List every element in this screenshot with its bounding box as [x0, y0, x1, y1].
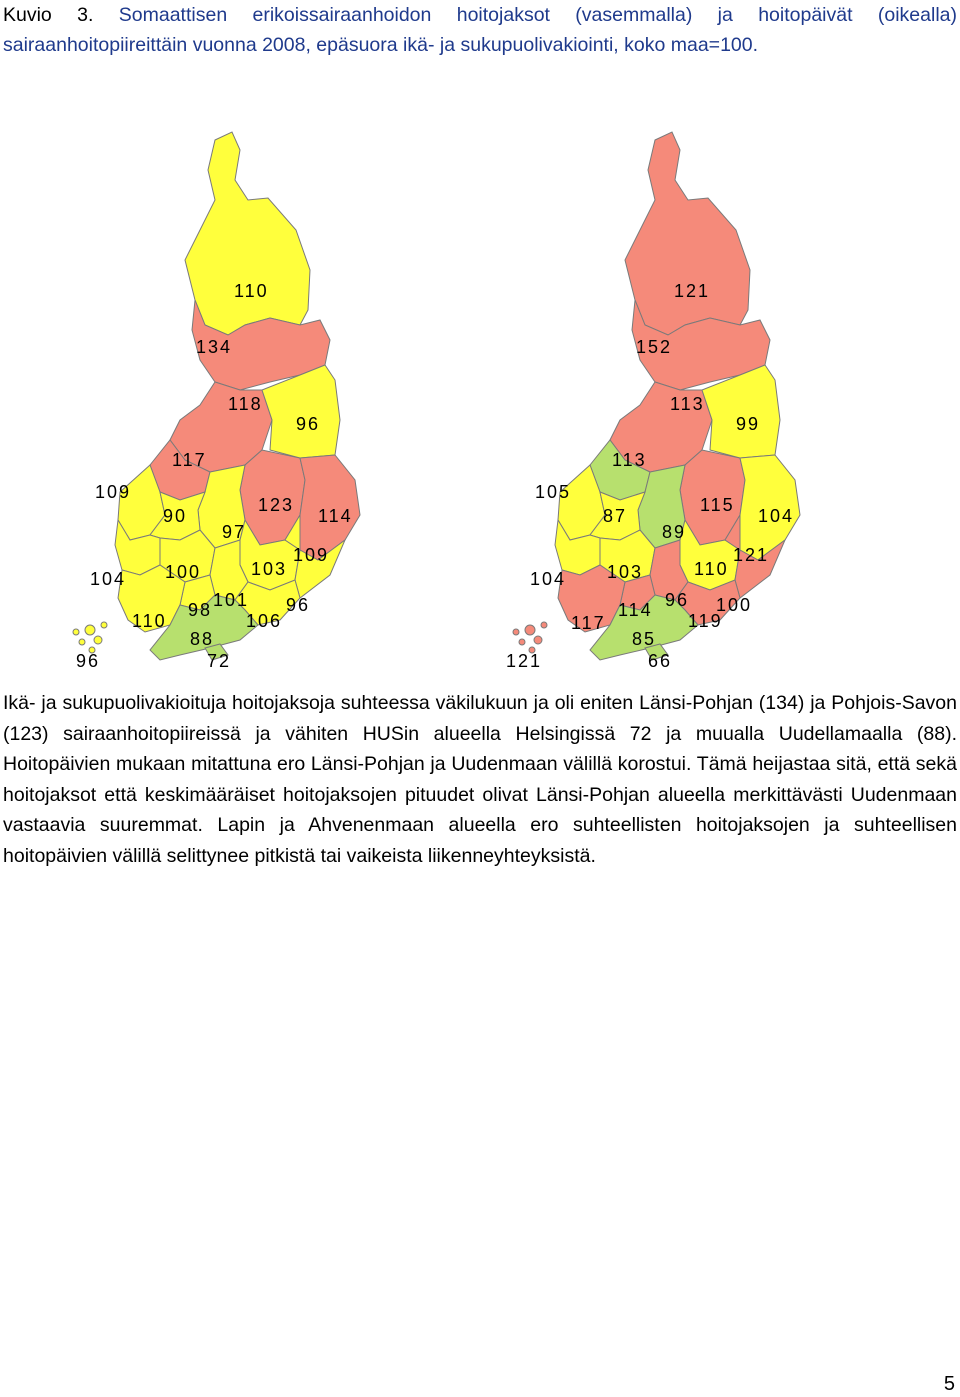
map-value-label: 101 [213, 590, 250, 610]
page-number: 5 [943, 1373, 955, 1395]
map-value-label: 121 [674, 281, 711, 301]
map-value-label: 104 [758, 506, 795, 526]
map-value-label: 89 [662, 522, 687, 542]
map-value-label: 104 [90, 569, 127, 589]
map-value-label: 103 [251, 559, 288, 579]
map-value-label: 115 [700, 495, 735, 515]
map-value-label: 118 [228, 394, 263, 414]
aland-islands-left [73, 622, 107, 653]
region-lappi-left [185, 132, 310, 335]
region-lappi-right [625, 132, 750, 335]
map-value-label: 100 [165, 562, 202, 582]
map-value-label: 88 [190, 629, 215, 649]
map-value-label: 104 [530, 569, 567, 589]
map-value-label: 100 [716, 595, 753, 615]
map-value-label: 114 [618, 600, 653, 620]
map-value-label: 106 [246, 611, 283, 631]
map-value-label: 99 [736, 414, 761, 434]
map-value-label: 96 [76, 651, 101, 671]
map-value-label: 98 [188, 600, 213, 620]
map-value-label: 110 [132, 611, 167, 631]
map-value-label: 105 [535, 482, 572, 502]
map-value-label: 117 [172, 450, 207, 470]
map-value-label: 90 [163, 506, 188, 526]
map-value-label: 96 [286, 595, 311, 615]
map-value-label: 113 [670, 394, 705, 414]
map-value-label: 97 [222, 522, 247, 542]
map-value-label: 114 [318, 506, 353, 526]
map-value-label: 117 [571, 613, 606, 633]
map-value-label: 96 [296, 414, 321, 434]
map-value-label: 72 [207, 651, 232, 671]
figure-label: Kuvio 3. [3, 4, 94, 26]
maps-figure [0, 120, 960, 680]
map-value-label: 113 [612, 450, 647, 470]
map-value-label: 103 [607, 562, 644, 582]
figure-caption-text: Somaattisen erikoissairaanhoidon hoitojaksot (vasemmalla) ja hoitopäivät (oikealla) sairaanhoitopiireittäin vuonna 2008, epäsuora ikä- ja sukupuolivakiointi, koko maa=100. [3, 4, 957, 56]
map-value-label: 96 [665, 590, 690, 610]
map-value-label: 152 [636, 337, 673, 357]
map-value-label: 66 [648, 651, 673, 671]
map-value-label: 109 [95, 482, 132, 502]
map-value-label: 109 [293, 545, 330, 565]
map-value-label: 110 [234, 281, 269, 301]
map-value-label: 110 [694, 559, 729, 579]
finland-maps [0, 120, 960, 680]
figure-caption [3, 0, 957, 60]
aland-islands-right [513, 622, 547, 653]
map-value-label: 87 [603, 506, 628, 526]
map-value-label: 134 [196, 337, 233, 357]
map-value-label: 121 [733, 545, 770, 565]
map-value-label: 121 [506, 651, 543, 671]
map-value-label: 85 [632, 629, 657, 649]
map-value-label: 123 [258, 495, 295, 515]
body-paragraph: Ikä- ja sukupuolivakioituja hoitojaksoja suhteessa väkilukuun ja oli eniten Länsi-Pohjan (134) ja Pohjois-Savon (123) sairaanhoitopiireissä ja vähiten HUSin alueella Helsingissä 72 ja muualla Uudellamaalla (88). Hoitopäivien mukaan mitattuna ero Länsi-Pohjan ja Uudenmaan välillä korostui. Tämä heijastaa sitä, että sekä hoitojaksot että keskimääräiset hoitojaksojen pituudet olivat Länsi-Pohjan alueella merkittävästi Uudenmaan vastaavia suuremmat. Lapin ja Ahvenenmaan alueella ero suhteellisten hoitojaksojen ja suhteellisen hoitopäivien välillä selittynee pitkistä tai vaikeista liikenneyhteyksistä. [3, 692, 957, 867]
map-value-label: 119 [688, 611, 723, 631]
